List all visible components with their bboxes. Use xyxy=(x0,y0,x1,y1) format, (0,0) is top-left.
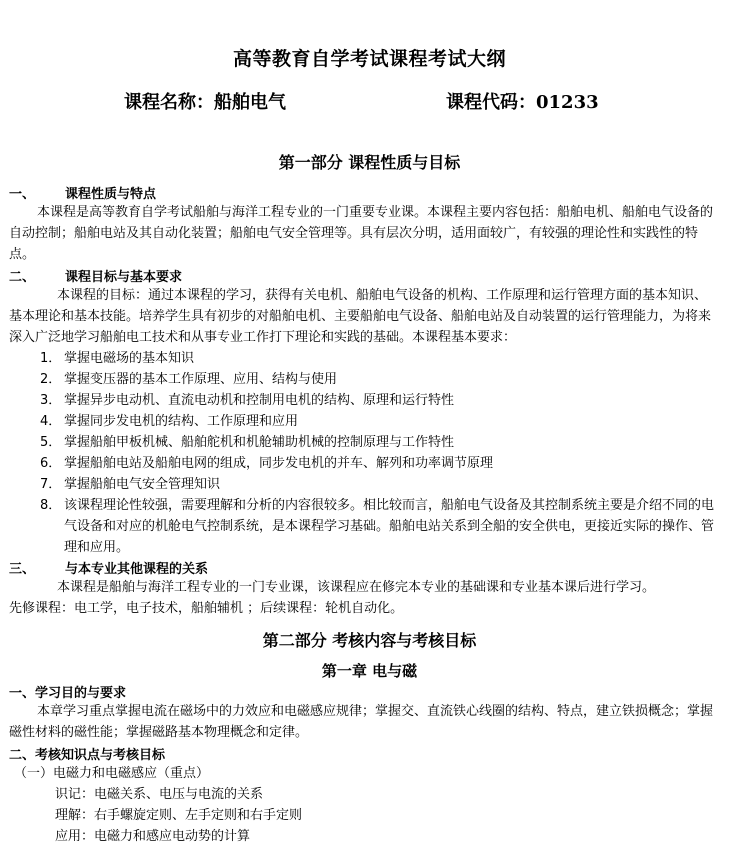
course-code: 课程代码：01233 xyxy=(446,92,599,113)
list-item xyxy=(40,495,715,558)
section-heading-goals xyxy=(9,266,182,285)
list-item xyxy=(40,411,715,432)
list-text: 掌握船舶电气安全管理知识 xyxy=(64,477,221,492)
list-text: 掌握变压器的基本工作原理、应用、结构与使用 xyxy=(64,372,338,387)
list-item xyxy=(40,348,715,369)
list-number: 2． xyxy=(40,372,62,387)
understand-item: 理解：右手螺旋定则、左手定则和右手定则 xyxy=(55,808,303,823)
list-number: 1． xyxy=(40,351,62,366)
section-number: 二、 xyxy=(9,270,36,285)
section-title: 课程目标与基本要求 xyxy=(65,270,183,285)
list-text: 掌握船舶甲板机械、船舶舵机和机舱辅助机械的控制原理与工作特性 xyxy=(64,435,455,450)
section-number: 三、 xyxy=(9,562,36,577)
list-number: 5． xyxy=(40,435,62,450)
apply-item: 应用：电磁力和感应电动势的计算 xyxy=(55,829,251,844)
section-heading-nature xyxy=(9,183,156,202)
section-title: 与本专业其他课程的关系 xyxy=(65,562,209,577)
subsection-heading: （一）电磁力和电磁感应（重点） xyxy=(14,766,210,781)
course-name: 课程名称：船舶电气 xyxy=(124,92,286,113)
section-heading-relations xyxy=(9,558,208,577)
chapter-title: 第一章 电与磁 xyxy=(321,662,418,680)
part2-title: 第二部分 考核内容与考核目标 xyxy=(262,631,477,650)
paragraph-nature: 本课程是高等教育自学考试船舶与海洋工程专业的一门重要专业课。本课程主要内容包括：船舶电机、船舶电气设备的自动控制；船舶电站及其自动化装置；船舶电气安全管理等。具有层次分明，适用面较广，有较强的理论性和实践性的特点。 xyxy=(9,205,714,262)
list-text: 该课程理论性较强，需要理解和分析的内容很较多。相比较而言，船舶电气设备及其控制系统主要是介绍不同的电气设备和对应的机舱电气控制系统，是本课程学习基础。船舶电站关系到全船的安全供电，更接近实际的操作、管理和应用。 xyxy=(64,498,715,555)
list-item xyxy=(40,432,715,453)
part1-title: 第一部分 课程性质与目标 xyxy=(278,153,461,172)
list-text: 掌握异步电动机、直流电动机和控制用电机的结构、原理和运行特性 xyxy=(64,393,455,408)
list-text: 掌握电磁场的基本知识 xyxy=(64,351,195,366)
list-number: 7． xyxy=(40,477,62,492)
remember-item: 识记：电磁关系、电压与电流的关系 xyxy=(55,787,264,802)
list-number: 6． xyxy=(40,456,62,471)
list-text: 掌握船舶电站及船舶电网的组成，同步发电机的并车、解列和功率调节原理 xyxy=(64,456,494,471)
list-item xyxy=(40,369,715,390)
list-text: 掌握同步发电机的结构、工作原理和应用 xyxy=(64,414,299,429)
paragraph-learning-aims: 本章学习重点掌握电流在磁场中的力效应和电磁感应规律；掌握交、直流铁心线圈的结构、特点，建立铁损概念；掌握磁性材料的磁性能；掌握磁路基本物理概念和定律。 xyxy=(9,704,714,740)
list-number: 4． xyxy=(40,414,62,429)
paragraph-goals: 本课程的目标：通过本课程的学习，获得有关电机、船舶电气设备的机构、工作原理和运行管理方面的基本知识、基本理论和基本技能。培养学生具有初步的对船舶电机、主要船舶电气设备、船舶电站及自动装置的运行管理能力，为将来深入广泛地学习船舶电工技术和从事专业工作打下理论和实践的基础。本课程基本要求： xyxy=(9,288,712,345)
list-number: 8． xyxy=(40,498,62,513)
list-item xyxy=(40,474,715,495)
document-title: 高等教育自学考试课程考试大纲 xyxy=(232,48,506,70)
section-heading-assessment: 二、考核知识点与考核目标 xyxy=(9,748,166,763)
section-heading-learning-aims: 一、学习目的与要求 xyxy=(9,686,127,701)
list-item xyxy=(40,453,715,474)
section-number: 一、 xyxy=(9,187,36,202)
list-item xyxy=(40,390,715,411)
list-number: 3． xyxy=(40,393,62,408)
paragraph-relations: 本课程是船舶与海洋工程专业的一门专业课，该课程应在修完本专业的基础课和专业基本课后进行学习。 xyxy=(57,580,656,595)
prerequisite-courses: 先修课程：电工学，电子技术，船舶辅机 ；后续课程：轮机自动化。 xyxy=(9,601,404,616)
section-title: 课程性质与特点 xyxy=(65,187,157,202)
